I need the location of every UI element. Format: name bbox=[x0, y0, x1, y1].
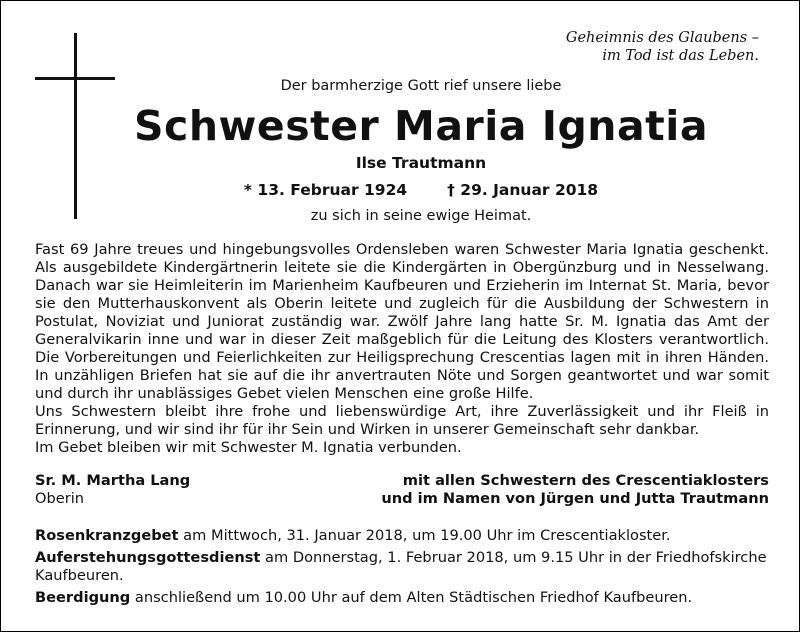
intro-text: Der barmherzige Gott rief unsere liebe bbox=[280, 78, 562, 94]
signer-name: Sr. M. Martha Lang bbox=[35, 472, 191, 489]
event-rosary bbox=[35, 527, 769, 545]
event-details: am Mittwoch, 31. Januar 2018, um 19.00 Uhr im Crescentiakloster. bbox=[178, 527, 671, 544]
event-details: am Donnerstag, 1. Februar 2018, um 9.15 Uhr in der Friedhofskirche Kaufbeuren. bbox=[35, 549, 767, 584]
event-label: Auferstehungsgottesdienst bbox=[35, 549, 261, 566]
signature-right-line-2: und im Namen von Jürgen und Jutta Trautmann bbox=[381, 490, 769, 507]
event-label: Beerdigung bbox=[35, 589, 131, 606]
event-details: anschließend um 10.00 Uhr auf dem Alten Städtischen Friedhof Kaufbeuren. bbox=[130, 589, 693, 606]
death-date: † 29. Januar 2018 bbox=[447, 181, 599, 199]
deceased-name: Schwester Maria Ignatia bbox=[134, 102, 708, 150]
event-service bbox=[35, 549, 769, 585]
body-paragraph: Fast 69 Jahre treues und hingebungsvolles Ordensleben waren Schwester Maria Ignatia geschenkt. Als ausgebildete Kindergärtnerin leitete sie die Kindergärten in Obergünzburg und in Nesselwang. Danach war sie Heimleiterin im Marienheim Kaufbeuren und Erzieherin im Internat St. Maria, bevor sie den Mutterhauskonvent als Oberin leitete und zugleich für die Ausbildung der Schwestern in Postulat, Noviziat und Juniorat zuständig war. Zwölf Jahre lang hatte Sr. M. Ignatia das Amt der Generalvikarin inne und war in dieser Zeit maßgeblich für die Leitung des Klosters verantwortlich. Die Vorbereitungen und Feierlichkeiten zur Heiligsprechung Crescentias lagen mit in ihren Händen. In unzähligen Briefen hat sie auf die ihr anvertrauten Nöte und Sorgen geantwortet und war somit und durch ihr unablässiges Gebet vielen Menschen eine große Hilfe. bbox=[35, 241, 769, 402]
service-events bbox=[35, 527, 769, 611]
event-label: Rosenkranzgebet bbox=[35, 527, 179, 544]
cross-icon-bar bbox=[35, 77, 115, 80]
signature-left bbox=[35, 472, 190, 508]
obituary-body bbox=[35, 241, 769, 457]
cross-icon bbox=[74, 33, 77, 219]
life-dates bbox=[121, 181, 721, 199]
closing-line: zu sich in seine ewige Heimat. bbox=[310, 208, 532, 224]
signature-right-line-1: mit allen Schwestern des Crescentiaklosters bbox=[402, 472, 769, 489]
motto bbox=[566, 29, 759, 65]
signer-title: Oberin bbox=[35, 490, 85, 507]
event-burial bbox=[35, 589, 769, 607]
birth-date: * 13. Februar 1924 bbox=[243, 181, 408, 199]
motto-line-1: Geheimnis des Glaubens – bbox=[565, 30, 759, 46]
signature-right bbox=[381, 472, 769, 508]
body-paragraph: Im Gebet bleiben wir mit Schwester M. Ignatia verbunden. bbox=[35, 439, 462, 456]
birth-name: Ilse Trautmann bbox=[355, 154, 487, 172]
body-paragraph: Uns Schwestern bleibt ihre frohe und liebenswürdige Art, ihre Zuverlässigkeit und ihr Fleiß in Erinnerung, und wir sind ihr für ihr Sein und Wirken in unserer Gemeinschaft sehr dankbar. bbox=[35, 403, 769, 438]
motto-line-2: im Tod ist das Leben. bbox=[602, 48, 759, 64]
